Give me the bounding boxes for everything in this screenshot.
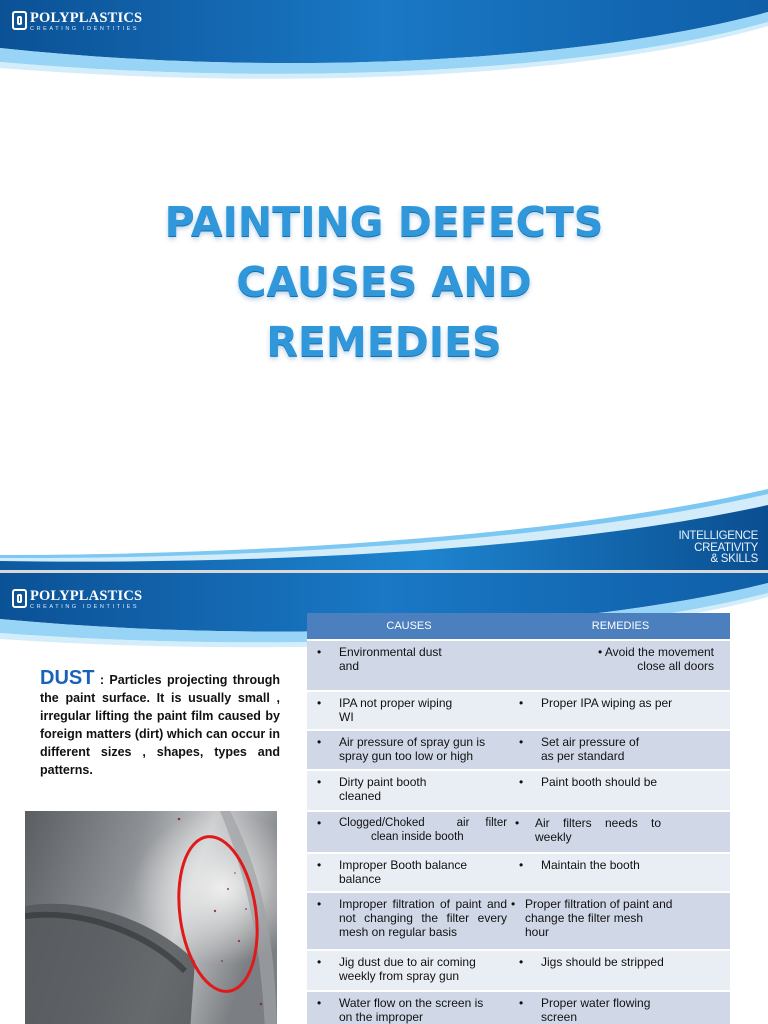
table-row: [307, 769, 730, 810]
bullet: •: [519, 858, 524, 872]
bullet: •: [519, 996, 524, 1010]
bullet: •: [317, 735, 322, 749]
bullet: •: [597, 645, 603, 659]
causes-header: CAUSES: [386, 620, 432, 632]
causes-remedies-table: [307, 613, 730, 1024]
cause-text: Air pressure of spray gun is spray gun too low or high: [339, 735, 486, 763]
remedy-text: Proper IPA wiping as per: [541, 696, 673, 710]
table-header: [307, 613, 730, 639]
bullet: •: [317, 897, 322, 911]
tagline-line-3: & SKILLS: [710, 553, 758, 565]
brand-name: POLYPLASTICS: [30, 10, 143, 26]
title-line-2: CAUSES AND: [236, 258, 532, 306]
bullet: •: [317, 996, 322, 1010]
table-row: [307, 729, 730, 769]
bullet: •: [519, 696, 524, 710]
remedy-text: Proper water flowing screen: [541, 996, 651, 1024]
table-row: [307, 949, 730, 990]
brand-logo: [12, 588, 142, 611]
bullet: •: [317, 645, 322, 659]
cause-text: Environmental dust and: [339, 645, 442, 673]
dust-defect-photo: [25, 811, 277, 1024]
defect-description: : Particles projecting through the paint surface. It is usually small , irregular lifting the paint film caused by foreign matters (dirt) which can occur in different sizes , shapes, types and patterns.: [40, 673, 280, 777]
table-row: [307, 690, 730, 729]
remedy-value: Avoid the movement close all doors: [604, 645, 714, 673]
title-line-1: PAINTING DEFECTS: [164, 198, 604, 246]
brand-name: POLYPLASTICS: [30, 588, 143, 604]
table-row: [307, 852, 730, 891]
tagline-line-1: INTELLIGENCE: [678, 530, 758, 542]
remedy-text: Maintain the booth: [541, 858, 640, 872]
cause-text: Jig dust due to air coming weekly from spray gun: [339, 955, 476, 983]
tagline-line-2: CREATIVITY: [694, 541, 758, 554]
logo-mark-icon: [12, 11, 27, 30]
footer-wave-band: [0, 485, 768, 570]
remedy-text: Set air pressure of as per standard: [541, 735, 640, 763]
remedy-text: Jigs should be stripped: [541, 955, 664, 969]
table-row: [307, 639, 730, 690]
title-line-3: REMEDIES: [266, 318, 502, 366]
table-row: [307, 810, 730, 852]
cause-text: Improper Booth balance balance: [339, 858, 468, 886]
slide-title: [0, 192, 768, 372]
bullet: •: [515, 816, 520, 830]
bullet: •: [317, 775, 322, 789]
table-row: [307, 990, 730, 1024]
brand-tagline: CREATING IDENTITIES: [30, 26, 140, 32]
bullet: •: [317, 858, 322, 872]
remedy-text: Proper filtration of paint and change the filter mesh hour: [525, 897, 673, 939]
defect-name: DUST: [40, 667, 95, 689]
footer-tagline: [679, 531, 758, 566]
bullet: •: [511, 897, 516, 911]
table-row: [307, 891, 730, 949]
remedy-text: Air filters needs to weekly: [535, 816, 662, 844]
dust-defect-slide: [0, 573, 768, 1024]
brand-logo: [12, 10, 142, 33]
bullet: •: [317, 696, 322, 710]
bullet: •: [519, 775, 524, 789]
cause-text: Clogged/Choked air filter clean inside booth: [339, 817, 508, 843]
brand-tagline: CREATING IDENTITIES: [30, 604, 140, 610]
bullet: •: [317, 955, 322, 969]
bullet: •: [519, 955, 524, 969]
cause-text: IPA not proper wiping WI: [339, 696, 453, 724]
cause-text: Improper filtration of paint and not changing the filter every mesh on regular basis: [339, 897, 507, 939]
cause-text: Dirty paint booth cleaned: [339, 775, 427, 803]
remedy-text: [511, 645, 724, 686]
cause-text: Water flow on the screen is on the improper: [339, 996, 484, 1024]
remedy-text: Paint booth should be: [541, 775, 658, 789]
bullet: •: [519, 735, 524, 749]
logo-mark-icon: [12, 589, 27, 608]
defect-description-block: [40, 669, 280, 779]
bullet: •: [317, 816, 322, 830]
remedies-header: REMEDIES: [591, 620, 650, 632]
